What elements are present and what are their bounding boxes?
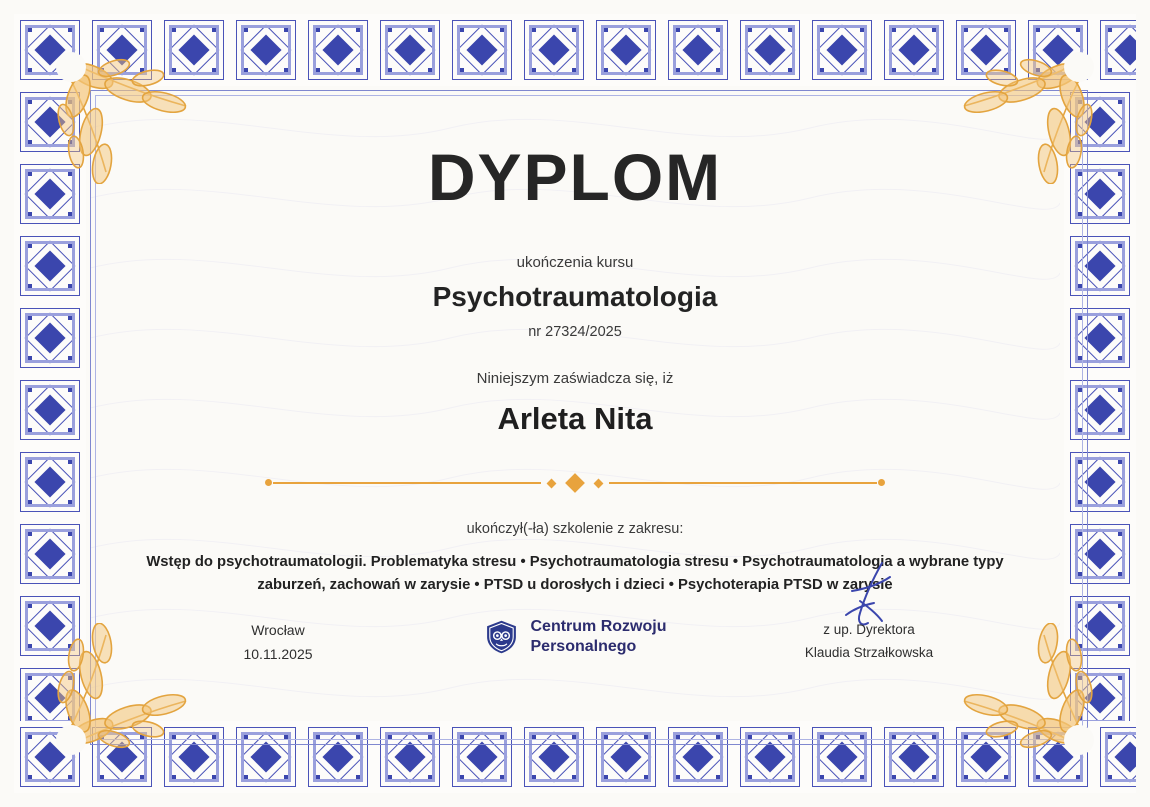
signature-block [734, 619, 1004, 665]
border-band-left [14, 86, 86, 721]
course-completion-label: ukończenia kursu [516, 254, 634, 271]
scope-text: Wstęp do psychotraumatologii. Problematyka stresu • Psychotraumatologia stresu • Psychotraumatologia a wybrane typy zaburzeń, zachowań w zarysie • PTSD u dorosłych i dzieci • Psychoterapia PTSD w zarysie [146, 554, 1004, 593]
attestation-line: Niniejszym zaświadcza się, iż [476, 370, 674, 387]
divider-endcap-right [878, 479, 885, 486]
organization-name-line2: Personalnego [530, 637, 637, 655]
scope-label: ukończył(-ła) szkolenie z zakresu: [466, 521, 684, 537]
signature-role: z up. Dyrektora [823, 622, 915, 637]
course-name: Psychotraumatologia [432, 281, 718, 312]
issue-date: 10.11.2025 [243, 645, 313, 662]
organization-logo [484, 617, 667, 656]
certificate-footer [100, 593, 1050, 685]
border-band-top [14, 14, 1136, 86]
ornamental-divider [265, 471, 885, 495]
owl-shield-icon [484, 619, 520, 655]
divider-diamond-small-right [594, 479, 604, 489]
page-title: DYPLOM [427, 140, 723, 214]
signatory-name: Klaudia Strzałkowska [804, 644, 934, 660]
organization-name [531, 617, 667, 656]
divider-endcap-left [265, 479, 272, 486]
certificate-number: nr 27324/2025 [528, 324, 622, 340]
issue-place: Wrocław [251, 622, 305, 638]
recipient-name: Arleta Nita [497, 401, 653, 436]
issue-place-date [158, 619, 398, 667]
divider-line-left [273, 482, 541, 484]
organization-name-line1: Centrum Rozwoju [530, 618, 667, 635]
divider-diamond-small-left [547, 479, 557, 489]
certificate-content [100, 96, 1050, 711]
divider-line-right [609, 482, 877, 484]
divider-diamond-center [565, 473, 585, 493]
